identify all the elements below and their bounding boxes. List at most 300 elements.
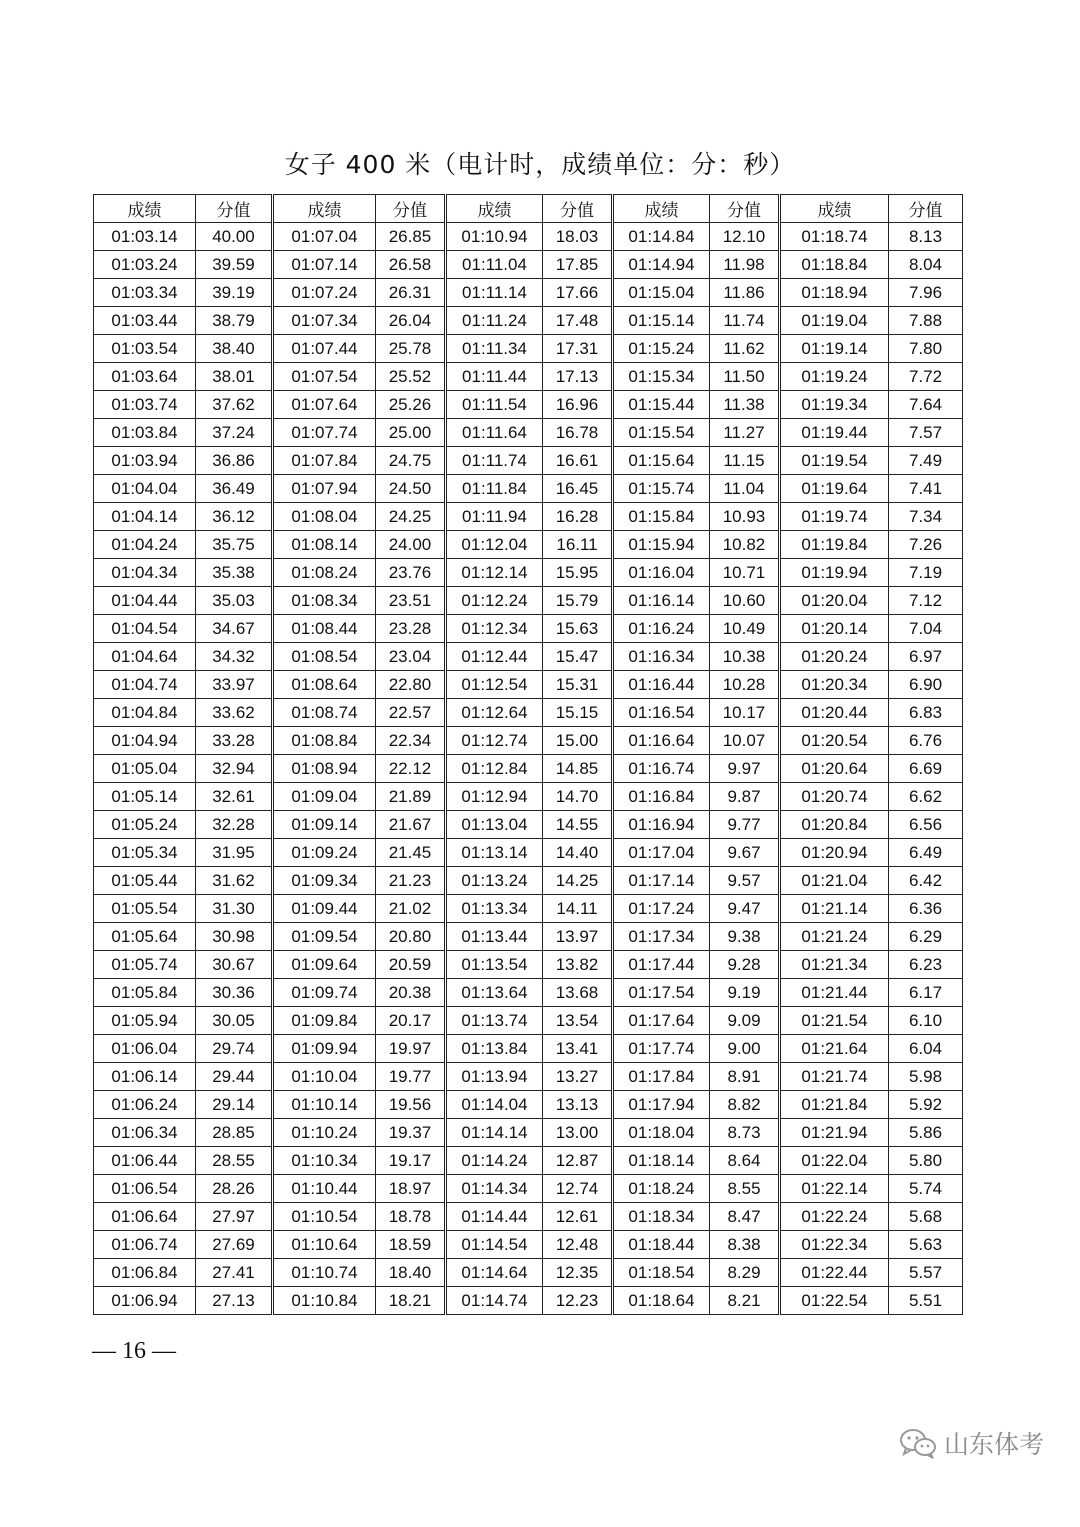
points-cell: 26.58 [376, 251, 446, 279]
score-cell: 01:16.54 [613, 699, 710, 727]
score-cell: 01:05.44 [94, 867, 196, 895]
score-cell: 01:09.44 [273, 895, 376, 923]
column-header-score: 成绩 [446, 195, 543, 223]
table-row [94, 363, 963, 391]
score-cell: 01:04.34 [94, 559, 196, 587]
score-cell: 01:16.14 [613, 587, 710, 615]
score-cell: 01:11.34 [446, 335, 543, 363]
points-cell: 5.98 [889, 1063, 963, 1091]
score-cell: 01:03.94 [94, 447, 196, 475]
points-cell: 8.38 [710, 1231, 780, 1259]
points-cell: 7.88 [889, 307, 963, 335]
score-cell: 01:10.54 [273, 1203, 376, 1231]
score-cell: 01:09.74 [273, 979, 376, 1007]
score-cell: 01:07.64 [273, 391, 376, 419]
score-cell: 01:11.44 [446, 363, 543, 391]
score-cell: 01:13.84 [446, 1035, 543, 1063]
points-cell: 17.66 [543, 279, 613, 307]
score-cell: 01:21.24 [780, 923, 889, 951]
score-cell: 01:21.54 [780, 1007, 889, 1035]
score-cell: 01:19.14 [780, 335, 889, 363]
points-cell: 6.83 [889, 699, 963, 727]
points-cell: 11.38 [710, 391, 780, 419]
table-row [94, 307, 963, 335]
points-cell: 7.57 [889, 419, 963, 447]
score-cell: 01:16.84 [613, 783, 710, 811]
wechat-icon [898, 1426, 938, 1460]
score-cell: 01:21.94 [780, 1119, 889, 1147]
points-cell: 11.15 [710, 447, 780, 475]
points-cell: 22.57 [376, 699, 446, 727]
score-cell: 01:16.74 [613, 755, 710, 783]
points-cell: 8.82 [710, 1091, 780, 1119]
points-cell: 5.74 [889, 1175, 963, 1203]
score-cell: 01:18.04 [613, 1119, 710, 1147]
points-cell: 27.97 [196, 1203, 273, 1231]
points-cell: 28.85 [196, 1119, 273, 1147]
table-row [94, 447, 963, 475]
points-cell: 11.98 [710, 251, 780, 279]
points-cell: 23.04 [376, 643, 446, 671]
points-cell: 33.28 [196, 727, 273, 755]
points-cell: 18.21 [376, 1287, 446, 1315]
points-cell: 28.26 [196, 1175, 273, 1203]
points-cell: 20.59 [376, 951, 446, 979]
points-cell: 15.95 [543, 559, 613, 587]
points-cell: 24.00 [376, 531, 446, 559]
score-cell: 01:12.34 [446, 615, 543, 643]
score-cell: 01:11.24 [446, 307, 543, 335]
score-cell: 01:10.64 [273, 1231, 376, 1259]
points-cell: 14.70 [543, 783, 613, 811]
score-cell: 01:04.44 [94, 587, 196, 615]
points-cell: 35.75 [196, 531, 273, 559]
points-cell: 24.50 [376, 475, 446, 503]
points-cell: 5.51 [889, 1287, 963, 1315]
score-cell: 01:08.84 [273, 727, 376, 755]
score-cell: 01:13.34 [446, 895, 543, 923]
score-cell: 01:18.34 [613, 1203, 710, 1231]
score-cell: 01:09.54 [273, 923, 376, 951]
points-cell: 40.00 [196, 223, 273, 251]
points-cell: 6.23 [889, 951, 963, 979]
points-cell: 19.37 [376, 1119, 446, 1147]
score-cell: 01:05.64 [94, 923, 196, 951]
points-cell: 10.07 [710, 727, 780, 755]
table-row [94, 839, 963, 867]
points-cell: 6.29 [889, 923, 963, 951]
score-cell: 01:16.24 [613, 615, 710, 643]
score-cell: 01:12.04 [446, 531, 543, 559]
score-cell: 01:04.74 [94, 671, 196, 699]
points-cell: 29.74 [196, 1035, 273, 1063]
score-cell: 01:04.64 [94, 643, 196, 671]
points-cell: 14.55 [543, 811, 613, 839]
points-cell: 12.10 [710, 223, 780, 251]
score-cell: 01:17.24 [613, 895, 710, 923]
score-cell: 01:17.84 [613, 1063, 710, 1091]
score-cell: 01:10.44 [273, 1175, 376, 1203]
points-cell: 7.12 [889, 587, 963, 615]
points-cell: 5.68 [889, 1203, 963, 1231]
page-number: — 16 — [92, 1338, 176, 1364]
score-cell: 01:09.94 [273, 1035, 376, 1063]
score-cell: 01:07.74 [273, 419, 376, 447]
score-cell: 01:14.54 [446, 1231, 543, 1259]
score-cell: 01:18.24 [613, 1175, 710, 1203]
points-cell: 13.54 [543, 1007, 613, 1035]
score-cell: 01:15.74 [613, 475, 710, 503]
points-cell: 6.42 [889, 867, 963, 895]
score-cell: 01:17.64 [613, 1007, 710, 1035]
score-cell: 01:20.04 [780, 587, 889, 615]
points-cell: 5.57 [889, 1259, 963, 1287]
points-cell: 31.30 [196, 895, 273, 923]
score-cell: 01:06.34 [94, 1119, 196, 1147]
score-cell: 01:15.84 [613, 503, 710, 531]
points-cell: 8.29 [710, 1259, 780, 1287]
points-cell: 21.02 [376, 895, 446, 923]
score-cell: 01:19.34 [780, 391, 889, 419]
score-cell: 01:18.64 [613, 1287, 710, 1315]
table-row [94, 1063, 963, 1091]
table-row [94, 671, 963, 699]
points-cell: 18.78 [376, 1203, 446, 1231]
points-cell: 38.01 [196, 363, 273, 391]
points-cell: 16.96 [543, 391, 613, 419]
points-cell: 6.36 [889, 895, 963, 923]
points-cell: 12.87 [543, 1147, 613, 1175]
table-row [94, 335, 963, 363]
points-cell: 6.04 [889, 1035, 963, 1063]
column-header-points: 分值 [710, 195, 780, 223]
score-cell: 01:13.64 [446, 979, 543, 1007]
points-cell: 12.35 [543, 1259, 613, 1287]
points-cell: 10.49 [710, 615, 780, 643]
score-cell: 01:03.84 [94, 419, 196, 447]
points-cell: 6.49 [889, 839, 963, 867]
score-cell: 01:14.24 [446, 1147, 543, 1175]
points-cell: 11.74 [710, 307, 780, 335]
points-cell: 34.67 [196, 615, 273, 643]
score-cell: 01:19.44 [780, 419, 889, 447]
table-row [94, 951, 963, 979]
points-cell: 25.78 [376, 335, 446, 363]
points-cell: 6.90 [889, 671, 963, 699]
score-cell: 01:03.14 [94, 223, 196, 251]
score-cell: 01:21.04 [780, 867, 889, 895]
points-cell: 22.34 [376, 727, 446, 755]
points-cell: 27.13 [196, 1287, 273, 1315]
points-cell: 36.12 [196, 503, 273, 531]
points-cell: 14.11 [543, 895, 613, 923]
score-cell: 01:20.64 [780, 755, 889, 783]
column-header-points: 分值 [889, 195, 963, 223]
score-cell: 01:22.24 [780, 1203, 889, 1231]
score-cell: 01:09.34 [273, 867, 376, 895]
table-body [94, 223, 963, 1315]
score-cell: 01:15.24 [613, 335, 710, 363]
points-cell: 14.40 [543, 839, 613, 867]
score-cell: 01:15.94 [613, 531, 710, 559]
score-cell: 01:15.54 [613, 419, 710, 447]
score-cell: 01:08.54 [273, 643, 376, 671]
score-cell: 01:06.74 [94, 1231, 196, 1259]
points-cell: 39.59 [196, 251, 273, 279]
score-cell: 01:20.54 [780, 727, 889, 755]
score-cell: 01:13.44 [446, 923, 543, 951]
points-cell: 15.31 [543, 671, 613, 699]
score-cell: 01:03.74 [94, 391, 196, 419]
table-row [94, 1007, 963, 1035]
score-cell: 01:14.64 [446, 1259, 543, 1287]
points-cell: 31.62 [196, 867, 273, 895]
points-cell: 5.80 [889, 1147, 963, 1175]
points-cell: 25.52 [376, 363, 446, 391]
table-row [94, 391, 963, 419]
points-cell: 9.97 [710, 755, 780, 783]
score-cell: 01:14.04 [446, 1091, 543, 1119]
score-cell: 01:15.44 [613, 391, 710, 419]
score-cell: 01:17.04 [613, 839, 710, 867]
points-cell: 7.64 [889, 391, 963, 419]
score-cell: 01:13.04 [446, 811, 543, 839]
score-cell: 01:20.14 [780, 615, 889, 643]
points-cell: 37.62 [196, 391, 273, 419]
score-cell: 01:16.94 [613, 811, 710, 839]
score-cell: 01:14.44 [446, 1203, 543, 1231]
score-cell: 01:09.14 [273, 811, 376, 839]
table-row [94, 1175, 963, 1203]
score-cell: 01:08.44 [273, 615, 376, 643]
score-cell: 01:12.84 [446, 755, 543, 783]
points-cell: 11.86 [710, 279, 780, 307]
points-cell: 6.76 [889, 727, 963, 755]
points-cell: 14.25 [543, 867, 613, 895]
points-cell: 10.93 [710, 503, 780, 531]
points-cell: 13.68 [543, 979, 613, 1007]
score-cell: 01:07.44 [273, 335, 376, 363]
points-cell: 29.44 [196, 1063, 273, 1091]
points-cell: 23.28 [376, 615, 446, 643]
points-cell: 10.17 [710, 699, 780, 727]
score-cell: 01:03.54 [94, 335, 196, 363]
points-cell: 13.97 [543, 923, 613, 951]
points-cell: 8.04 [889, 251, 963, 279]
score-cell: 01:07.34 [273, 307, 376, 335]
points-cell: 17.13 [543, 363, 613, 391]
points-cell: 24.25 [376, 503, 446, 531]
score-cell: 01:09.64 [273, 951, 376, 979]
table-row [94, 867, 963, 895]
points-cell: 7.26 [889, 531, 963, 559]
score-cell: 01:09.24 [273, 839, 376, 867]
table-row [94, 503, 963, 531]
points-cell: 9.28 [710, 951, 780, 979]
table-row [94, 1091, 963, 1119]
score-cell: 01:07.24 [273, 279, 376, 307]
score-cell: 01:20.84 [780, 811, 889, 839]
points-cell: 13.13 [543, 1091, 613, 1119]
points-cell: 12.61 [543, 1203, 613, 1231]
score-cell: 01:05.54 [94, 895, 196, 923]
score-table [93, 194, 963, 1315]
points-cell: 36.49 [196, 475, 273, 503]
points-cell: 16.78 [543, 419, 613, 447]
points-cell: 13.00 [543, 1119, 613, 1147]
table-row [94, 1287, 963, 1315]
score-cell: 01:12.44 [446, 643, 543, 671]
points-cell: 14.85 [543, 755, 613, 783]
points-cell: 22.12 [376, 755, 446, 783]
points-cell: 8.64 [710, 1147, 780, 1175]
points-cell: 12.74 [543, 1175, 613, 1203]
points-cell: 8.55 [710, 1175, 780, 1203]
score-cell: 01:10.24 [273, 1119, 376, 1147]
points-cell: 25.00 [376, 419, 446, 447]
points-cell: 11.50 [710, 363, 780, 391]
table-row [94, 1147, 963, 1175]
score-cell: 01:05.34 [94, 839, 196, 867]
score-cell: 01:17.14 [613, 867, 710, 895]
score-cell: 01:04.24 [94, 531, 196, 559]
score-cell: 01:13.24 [446, 867, 543, 895]
points-cell: 6.69 [889, 755, 963, 783]
table-row [94, 755, 963, 783]
score-cell: 01:15.64 [613, 447, 710, 475]
points-cell: 19.17 [376, 1147, 446, 1175]
score-cell: 01:16.04 [613, 559, 710, 587]
points-cell: 5.86 [889, 1119, 963, 1147]
points-cell: 37.24 [196, 419, 273, 447]
score-cell: 01:06.64 [94, 1203, 196, 1231]
score-cell: 01:06.54 [94, 1175, 196, 1203]
score-cell: 01:03.34 [94, 279, 196, 307]
score-cell: 01:06.04 [94, 1035, 196, 1063]
score-cell: 01:04.94 [94, 727, 196, 755]
score-cell: 01:07.94 [273, 475, 376, 503]
score-cell: 01:14.14 [446, 1119, 543, 1147]
score-cell: 01:08.34 [273, 587, 376, 615]
table-row [94, 475, 963, 503]
score-cell: 01:14.94 [613, 251, 710, 279]
score-cell: 01:11.84 [446, 475, 543, 503]
points-cell: 24.75 [376, 447, 446, 475]
score-cell: 01:12.74 [446, 727, 543, 755]
score-cell: 01:14.84 [613, 223, 710, 251]
score-cell: 01:17.34 [613, 923, 710, 951]
points-cell: 19.97 [376, 1035, 446, 1063]
points-cell: 11.62 [710, 335, 780, 363]
points-cell: 15.15 [543, 699, 613, 727]
table-row [94, 559, 963, 587]
points-cell: 12.23 [543, 1287, 613, 1315]
score-cell: 01:16.34 [613, 643, 710, 671]
score-cell: 01:10.14 [273, 1091, 376, 1119]
score-cell: 01:11.94 [446, 503, 543, 531]
points-cell: 30.05 [196, 1007, 273, 1035]
score-cell: 01:19.74 [780, 503, 889, 531]
score-cell: 01:10.84 [273, 1287, 376, 1315]
score-cell: 01:07.54 [273, 363, 376, 391]
points-cell: 7.04 [889, 615, 963, 643]
column-header-score: 成绩 [273, 195, 376, 223]
score-cell: 01:16.44 [613, 671, 710, 699]
points-cell: 20.80 [376, 923, 446, 951]
score-cell: 01:19.94 [780, 559, 889, 587]
points-cell: 15.79 [543, 587, 613, 615]
table-row [94, 923, 963, 951]
table-row [94, 811, 963, 839]
score-cell: 01:17.44 [613, 951, 710, 979]
table-row [94, 1203, 963, 1231]
column-header-points: 分值 [543, 195, 613, 223]
column-header-points: 分值 [376, 195, 446, 223]
points-cell: 15.47 [543, 643, 613, 671]
points-cell: 21.67 [376, 811, 446, 839]
points-cell: 21.45 [376, 839, 446, 867]
score-cell: 01:11.54 [446, 391, 543, 419]
points-cell: 10.60 [710, 587, 780, 615]
points-cell: 33.97 [196, 671, 273, 699]
points-cell: 7.19 [889, 559, 963, 587]
table-row [94, 1231, 963, 1259]
watermark-text: 山东体考 [944, 1430, 1045, 1459]
table-row [94, 895, 963, 923]
score-cell: 01:13.94 [446, 1063, 543, 1091]
points-cell: 9.77 [710, 811, 780, 839]
score-cell: 01:20.34 [780, 671, 889, 699]
points-cell: 8.21 [710, 1287, 780, 1315]
watermark [898, 1423, 1044, 1463]
score-cell: 01:22.54 [780, 1287, 889, 1315]
score-cell: 01:20.94 [780, 839, 889, 867]
score-cell: 01:07.84 [273, 447, 376, 475]
table-row [94, 615, 963, 643]
score-cell: 01:22.14 [780, 1175, 889, 1203]
score-cell: 01:19.24 [780, 363, 889, 391]
points-cell: 18.40 [376, 1259, 446, 1287]
points-cell: 9.19 [710, 979, 780, 1007]
score-cell: 01:15.04 [613, 279, 710, 307]
points-cell: 8.13 [889, 223, 963, 251]
points-cell: 9.67 [710, 839, 780, 867]
score-cell: 01:13.54 [446, 951, 543, 979]
score-cell: 01:03.64 [94, 363, 196, 391]
points-cell: 5.92 [889, 1091, 963, 1119]
score-cell: 01:11.74 [446, 447, 543, 475]
score-cell: 01:08.24 [273, 559, 376, 587]
points-cell: 18.03 [543, 223, 613, 251]
score-cell: 01:04.14 [94, 503, 196, 531]
score-cell: 01:03.24 [94, 251, 196, 279]
score-cell: 01:05.94 [94, 1007, 196, 1035]
table-row [94, 251, 963, 279]
points-cell: 26.31 [376, 279, 446, 307]
points-cell: 17.85 [543, 251, 613, 279]
points-cell: 38.40 [196, 335, 273, 363]
points-cell: 10.82 [710, 531, 780, 559]
points-cell: 9.09 [710, 1007, 780, 1035]
score-cell: 01:06.94 [94, 1287, 196, 1315]
points-cell: 39.19 [196, 279, 273, 307]
table-row [94, 223, 963, 251]
score-cell: 01:07.04 [273, 223, 376, 251]
score-cell: 01:10.74 [273, 1259, 376, 1287]
points-cell: 25.26 [376, 391, 446, 419]
points-cell: 19.56 [376, 1091, 446, 1119]
points-cell: 20.38 [376, 979, 446, 1007]
